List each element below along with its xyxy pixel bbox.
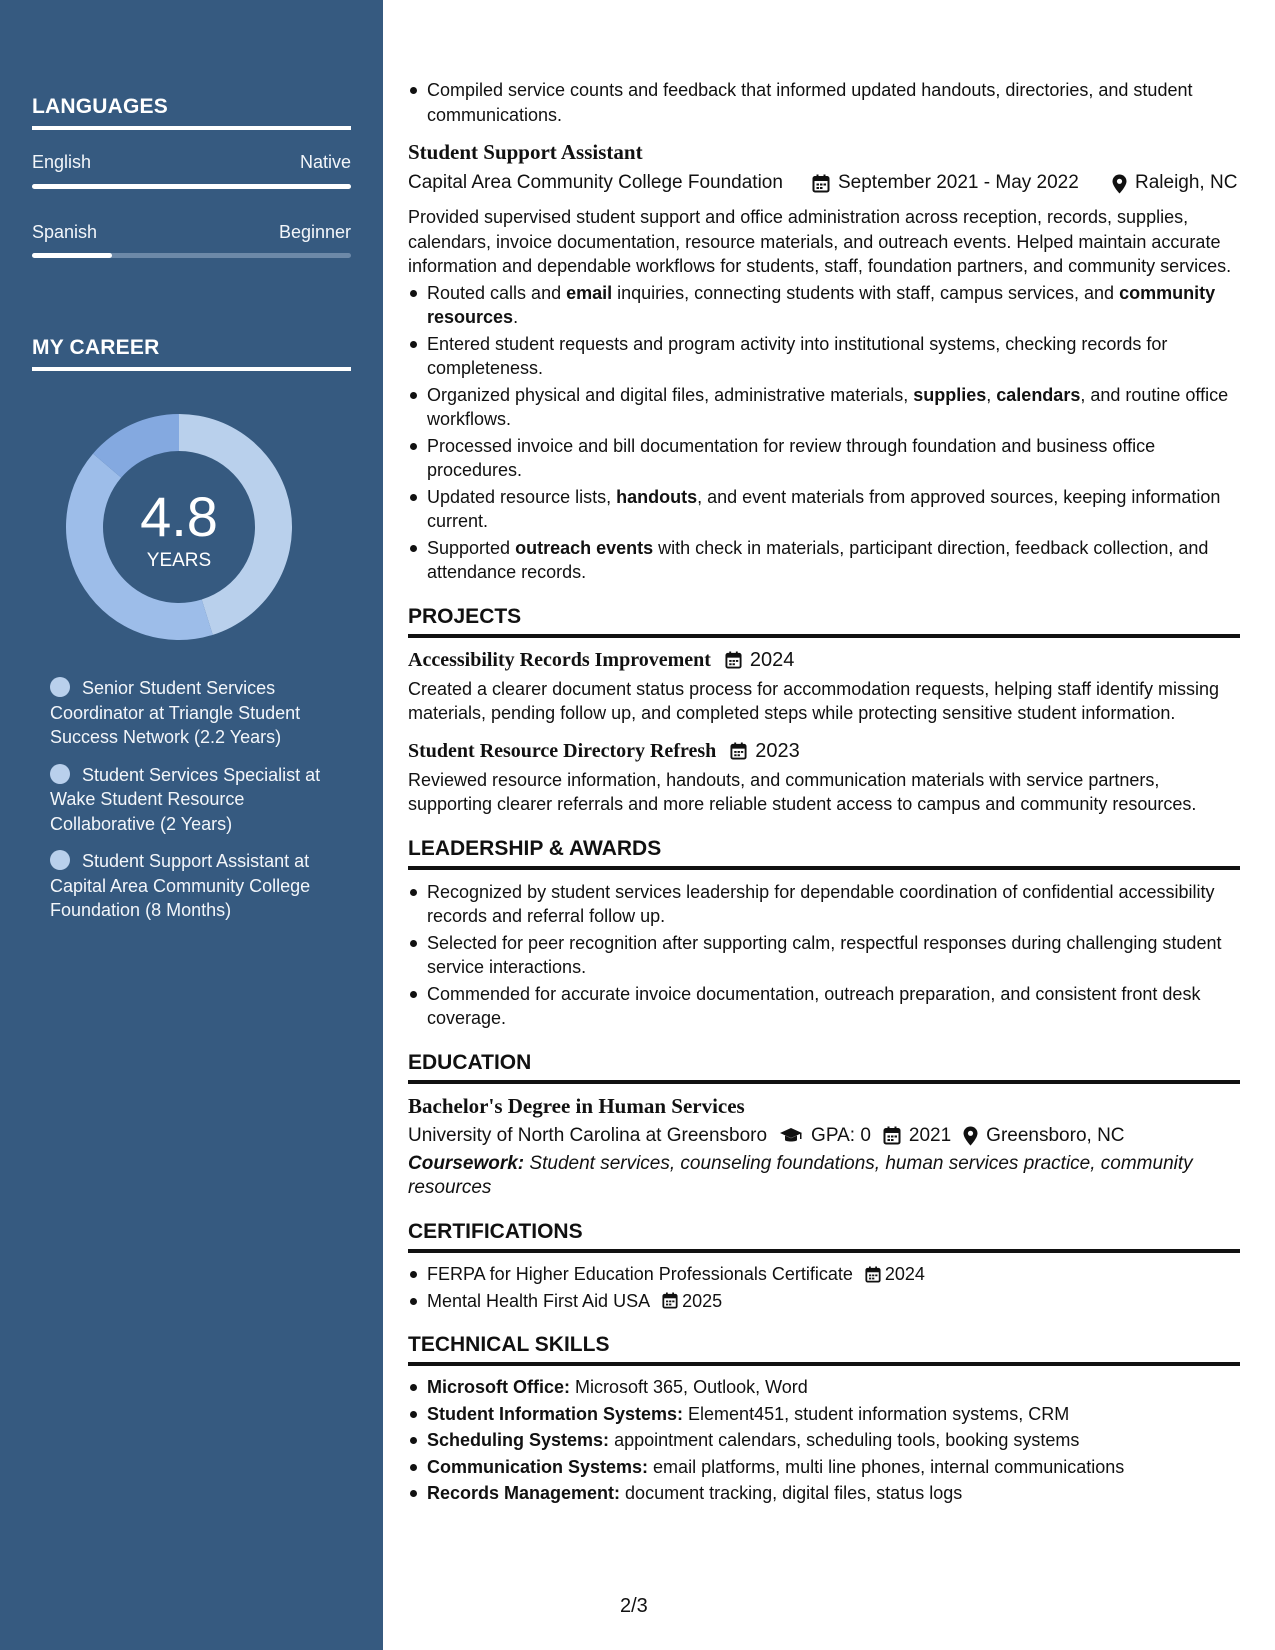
- calendar-icon: [865, 1266, 881, 1283]
- education-gpa: [779, 1124, 871, 1149]
- skill-label: Scheduling Systems:: [427, 1430, 610, 1450]
- job-company: Capital Area Community College Foundation: [408, 172, 783, 193]
- career-list: [50, 676, 340, 936]
- language-bar-english: [32, 184, 351, 189]
- career-total-unit: YEARS: [146, 550, 212, 571]
- certifications-list: [408, 1262, 1240, 1313]
- leadership-heading: LEADERSHIP & AWARDS: [408, 835, 1240, 870]
- calendar-icon: [662, 1292, 678, 1309]
- skill-item: [408, 1402, 1240, 1427]
- skill-value: email platforms, multi line phones, internal communications: [648, 1456, 1125, 1477]
- skill-label: Microsoft Office:: [427, 1377, 571, 1397]
- language-bar-fill: [32, 184, 351, 189]
- job-title: Student Support Assistant: [408, 140, 643, 164]
- skill-value: Microsoft 365, Outlook, Word: [570, 1377, 808, 1397]
- skills-list: [408, 1375, 1240, 1506]
- career-dot-icon: [50, 850, 70, 870]
- experience-continued-list: [408, 78, 1240, 127]
- project-title-row: [408, 647, 1240, 674]
- language-bar-fill: [32, 253, 112, 258]
- education-heading: EDUCATION: [408, 1049, 1240, 1084]
- skill-item: [408, 1375, 1240, 1400]
- bullet-text: Entered student requests and program activity into institutional systems, checking records for completeness.: [427, 333, 1168, 378]
- career-dot-icon: [50, 764, 70, 784]
- bullet-text: Organized physical and digital files, administrative materials,: [427, 384, 914, 405]
- language-bar-spanish: [32, 253, 351, 258]
- graduation-cap-icon: [779, 1127, 803, 1144]
- location-pin-icon: [963, 1126, 978, 1146]
- leadership-item: Selected for peer recognition after supporting calm, respectful responses during challenging student service interactions.: [408, 931, 1240, 980]
- bullet-text: .: [513, 307, 519, 327]
- job-bullet: [408, 485, 1240, 534]
- skill-item: [408, 1428, 1240, 1453]
- education-location-text: Greensboro, NC: [986, 1124, 1125, 1146]
- skill-value: document tracking, digital files, status logs: [620, 1483, 963, 1503]
- certification-name: Mental Health First Aid USA: [427, 1290, 651, 1311]
- certification-item: [408, 1289, 1240, 1314]
- calendar-icon: [812, 174, 830, 193]
- education-meta: [408, 1124, 1240, 1149]
- bullet-emphasis: community resources: [427, 282, 1216, 327]
- main-content: [408, 78, 1240, 1508]
- language-name: English: [32, 152, 92, 172]
- certification-year: 2025: [682, 1290, 723, 1311]
- career-total-value: 4.8: [140, 485, 218, 548]
- location-pin-icon: [1112, 174, 1127, 194]
- bullet-text: Processed invoice and bill documentation for review through foundation and business office procedures.: [427, 435, 1156, 480]
- bullet-text: Supported: [427, 537, 516, 558]
- page-number: 2/3: [620, 1595, 648, 1617]
- skill-item: [408, 1481, 1240, 1506]
- education-school: University of North Carolina at Greensboro: [408, 1124, 768, 1146]
- job-location-text: Raleigh, NC: [1135, 172, 1238, 193]
- bullet-text: , and event materials from approved sources, keeping information current.: [427, 486, 1221, 531]
- career-item: [50, 849, 340, 923]
- leadership-item: Recognized by student services leadership for dependable coordination of confidential accessibility records and referral follow up.: [408, 880, 1240, 929]
- calendar-icon: [730, 742, 747, 760]
- project-title-row: [408, 738, 1240, 765]
- education-year-text: 2021: [908, 1124, 952, 1146]
- project-year: 2023: [755, 739, 800, 762]
- coursework-label: Coursework:: [408, 1153, 525, 1174]
- bullet-text: , and routine office workflows.: [427, 384, 1229, 429]
- job-bullet: [408, 536, 1240, 585]
- projects-heading: PROJECTS: [408, 603, 1240, 638]
- coursework: [408, 1152, 1240, 1200]
- bullet-text: inquiries, connecting students with staff, campus services, and: [612, 282, 1120, 303]
- leadership-list: [408, 880, 1240, 1031]
- career-item-text: Student Services Specialist at Wake Student Resource Collaborative (2 Years): [50, 764, 321, 834]
- calendar-icon: [725, 651, 742, 669]
- skill-label: Student Information Systems:: [427, 1403, 684, 1424]
- bullet-text: Routed calls and: [427, 282, 567, 303]
- job-dates-text: September 2021 - May 2022: [838, 172, 1079, 193]
- coursework-text: Student services, counseling foundations, human services practice, community resources: [408, 1153, 1193, 1198]
- language-row-spanish: [32, 222, 351, 243]
- certification-name: FERPA for Higher Education Professionals Certificate: [427, 1264, 853, 1284]
- education-year: [883, 1124, 951, 1149]
- education-gpa-text: GPA: 0: [811, 1124, 871, 1146]
- bullet-emphasis: supplies: [913, 384, 987, 405]
- project-title: Accessibility Records Improvement: [408, 648, 711, 671]
- language-level: Beginner: [278, 222, 351, 242]
- career-dot-icon: [50, 677, 70, 697]
- calendar-icon: [883, 1126, 901, 1145]
- career-item-text: Student Support Assistant at Capital Area Community College Foundation (8 Months): [50, 851, 311, 920]
- degree-title: Bachelor's Degree in Human Services: [408, 1093, 745, 1118]
- job-location: [1112, 171, 1240, 195]
- bullet-text: with check in materials, participant direction, feedback collection, and attendance records.: [427, 537, 1209, 582]
- job-bullet: [408, 383, 1240, 432]
- skill-label: Records Management:: [427, 1483, 621, 1503]
- education-location: [963, 1124, 1124, 1149]
- language-row-english: [32, 152, 351, 173]
- job-bullet: [408, 434, 1240, 483]
- job-bullet: [408, 332, 1240, 381]
- job-bullets: [408, 281, 1240, 585]
- certification-item: [408, 1262, 1240, 1287]
- sidebar: [0, 0, 383, 1650]
- job-meta: [408, 171, 1240, 195]
- bullet-text: Updated resource lists,: [427, 486, 617, 507]
- project-title: Student Resource Directory Refresh: [408, 739, 717, 762]
- career-item-text: Senior Student Services Coordinator at Triangle Student Success Network (2.2 Years): [50, 678, 301, 747]
- job-bullet: [408, 281, 1240, 330]
- languages-heading: LANGUAGES: [32, 95, 168, 118]
- skill-value: appointment calendars, scheduling tools, booking systems: [609, 1430, 1080, 1450]
- bullet-text: ,: [986, 384, 997, 405]
- skill-value: Element451, student information systems, CRM: [683, 1403, 1070, 1424]
- language-name: Spanish: [32, 222, 98, 242]
- career-donut-chart: [66, 414, 292, 640]
- language-level: Native: [299, 152, 351, 172]
- job-summary: Provided supervised student support and office administration across reception, records, supplies, calendars, invoice documentation, resource materials, and outreach events. Helped maintain accurate information and dependable workflows for students, staff, foundation partners, and community services.: [408, 207, 1232, 276]
- leadership-item: Commended for accurate invoice documentation, outreach preparation, and consistent front desk coverage.: [408, 982, 1240, 1031]
- bullet-emphasis: outreach events: [515, 537, 654, 558]
- project-year: 2024: [749, 648, 795, 671]
- bullet-emphasis: handouts: [616, 486, 698, 507]
- career-item: [50, 676, 340, 750]
- languages-rule: [32, 126, 351, 130]
- project-description: Reviewed resource information, handouts, and communication materials with service partners, supporting clearer referrals and more reliable student access to campus and community resources.: [408, 769, 1197, 814]
- project-description: Created a clearer document status process for accommodation requests, helping staff identify missing materials, pending follow up, and completed steps while protecting sensitive student information.: [408, 678, 1220, 723]
- experience-bullet: Compiled service counts and feedback that informed updated handouts, directories, and student communications.: [408, 78, 1240, 127]
- skills-heading: TECHNICAL SKILLS: [408, 1331, 1240, 1366]
- bullet-emphasis: email: [566, 282, 613, 303]
- certification-year: 2024: [884, 1264, 925, 1284]
- bullet-emphasis: calendars: [996, 384, 1081, 405]
- career-rule: [32, 367, 351, 371]
- certifications-heading: CERTIFICATIONS: [408, 1218, 1240, 1253]
- career-heading: MY CAREER: [32, 336, 160, 359]
- job-dates: [812, 171, 1112, 195]
- skill-label: Communication Systems:: [427, 1456, 649, 1477]
- skill-item: [408, 1455, 1240, 1480]
- career-item: [50, 763, 340, 837]
